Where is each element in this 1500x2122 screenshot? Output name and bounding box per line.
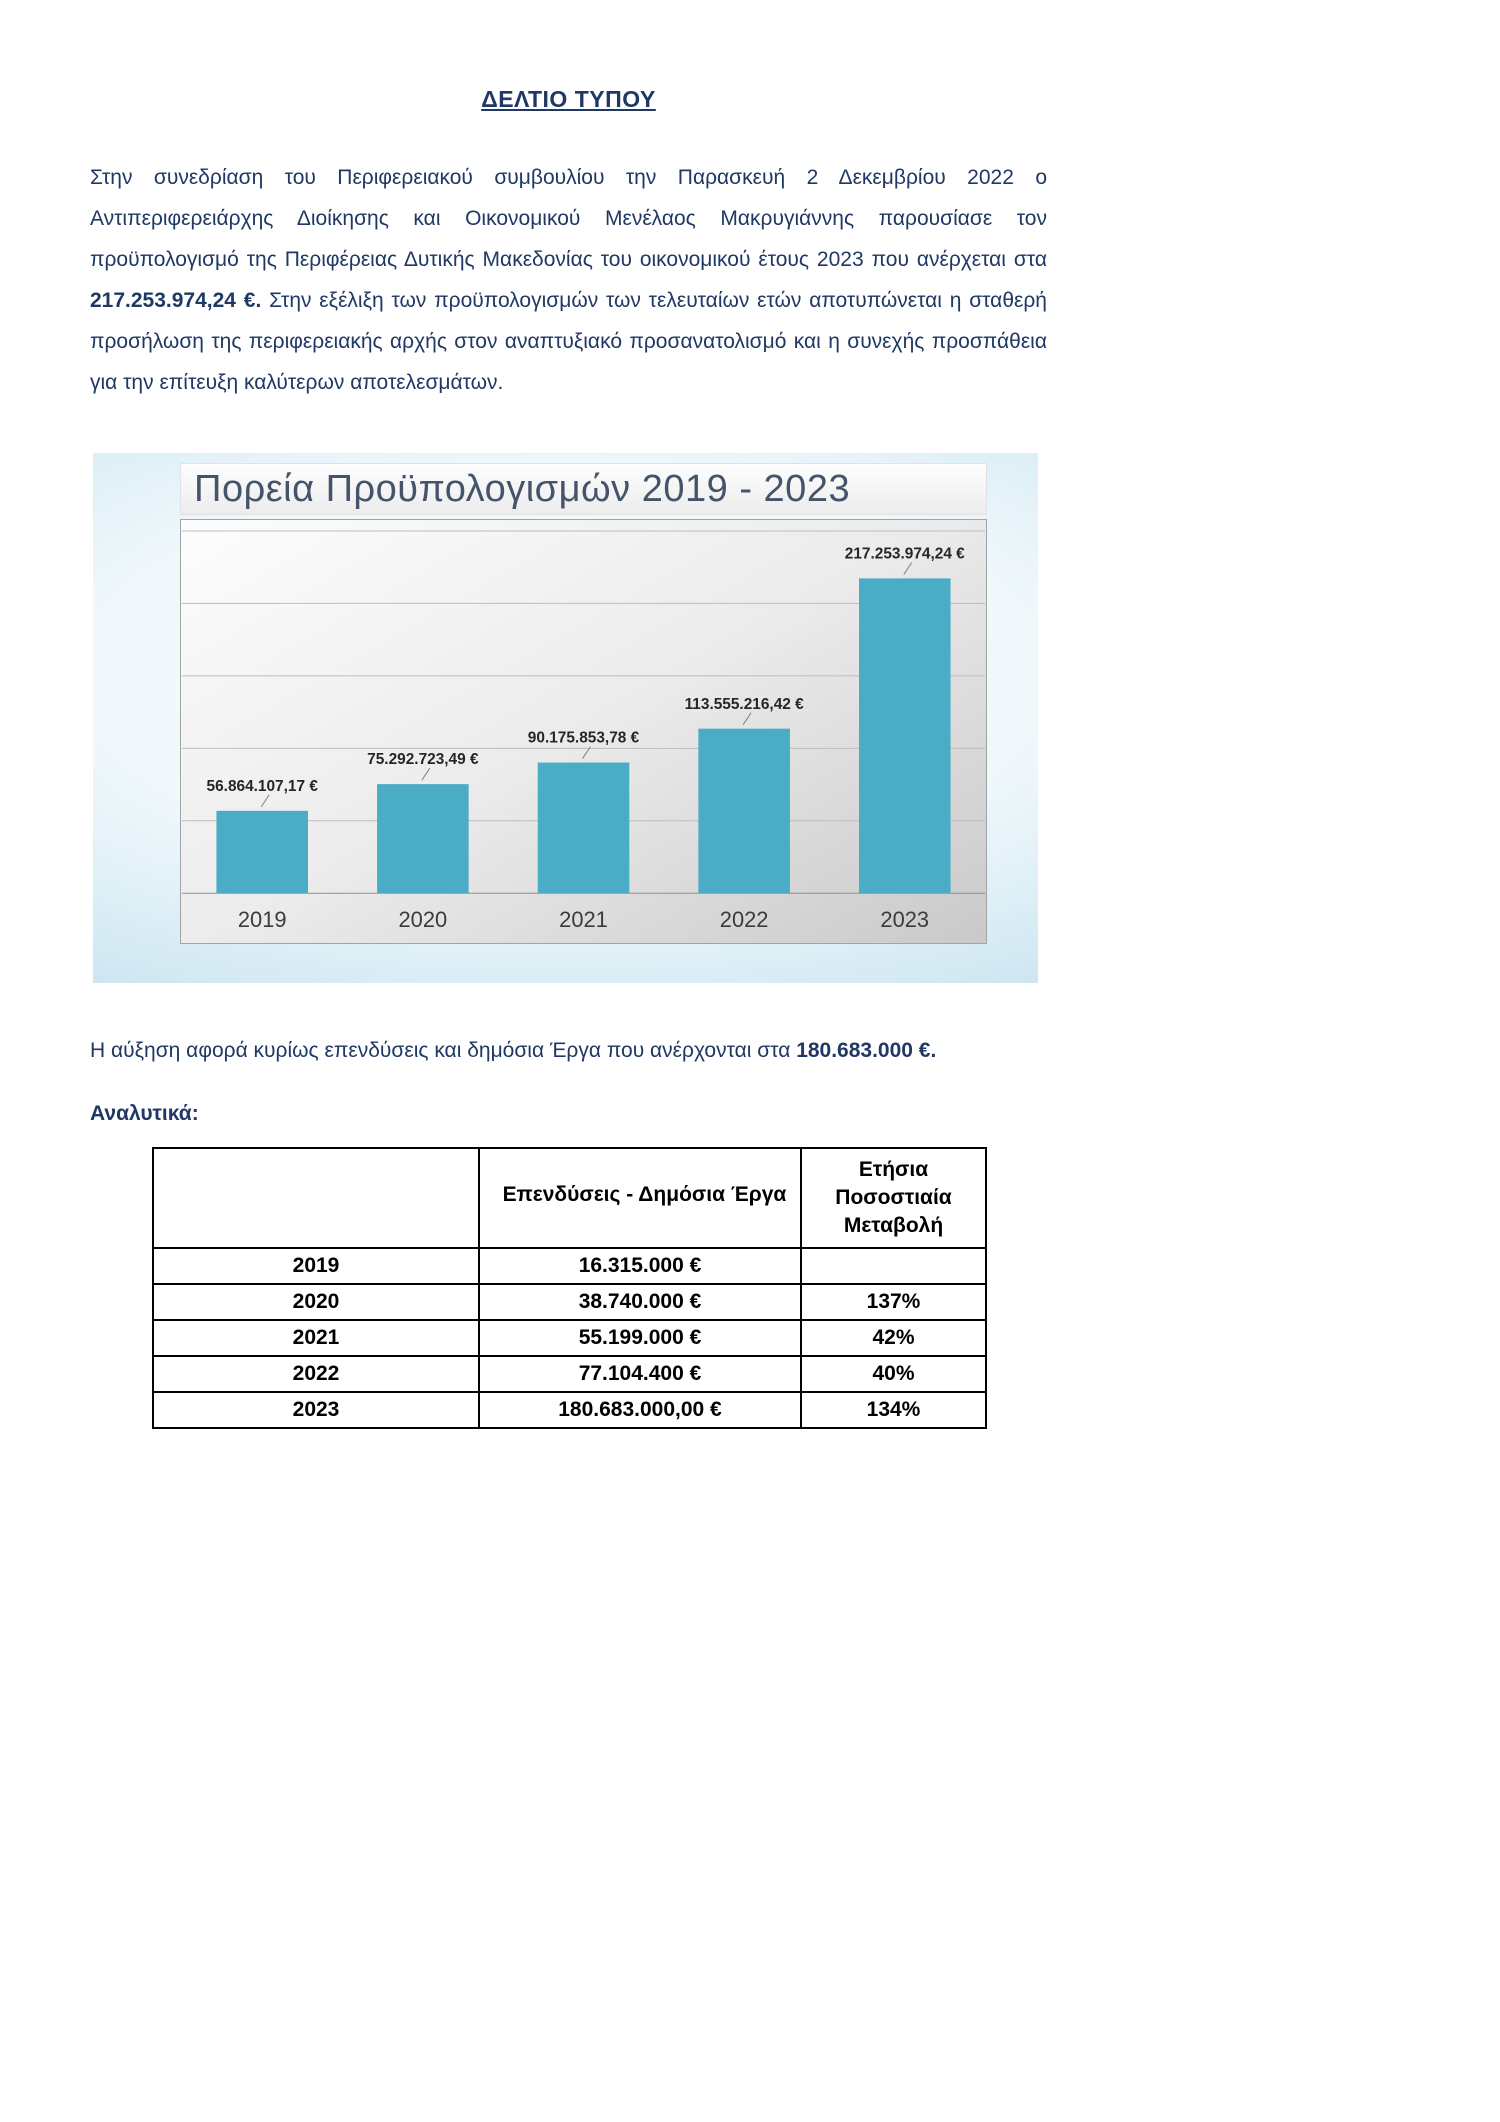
- bar-value-label: 90.175.853,78 €: [527, 729, 640, 747]
- details-table: [152, 1147, 987, 1429]
- intro-paragraph: [90, 157, 1047, 403]
- cell-investments: 180.683.000,00 €: [479, 1392, 801, 1428]
- bar-2021: [538, 763, 630, 894]
- label-leader-line: [422, 768, 430, 780]
- bar-2020: [377, 784, 469, 893]
- cell-year: 2023: [153, 1392, 479, 1428]
- bar-value-label: 217.253.974,24 €: [844, 545, 965, 563]
- bar-value-label: 113.555.216,42 €: [684, 695, 804, 713]
- cell-percent: 42%: [801, 1320, 986, 1356]
- table-header-row: [153, 1148, 986, 1248]
- cell-investments: 16.315.000 €: [479, 1248, 801, 1284]
- cell-investments: 55.199.000 €: [479, 1320, 801, 1356]
- x-axis-category-label: 2020: [398, 907, 448, 933]
- bar-2023: [859, 578, 951, 893]
- intro-text-1: Στην συνεδρίαση του Περιφερειακού συμβουλίου την Παρασκευή 2 Δεκεμβρίου 2022 ο Αντιπεριφερειάρχης Διοίκησης και Οικονομικού Μενέλαος Μακρυγιάννης παρουσίασε τον προϋπολογισμό της Περιφέρειας Δυτικής Μακεδονίας του οικονομικού έτους 2023 που ανέρχεται στα: [90, 166, 1047, 271]
- header-percent-change: Ετήσια Ποσοστιαία Μεταβολή: [801, 1148, 986, 1248]
- increase-text: Η αύξηση αφορά κυρίως επενδύσεις και δημόσια Έργα που ανέρχονται στα: [90, 1039, 797, 1062]
- cell-percent: 137%: [801, 1284, 986, 1320]
- increase-amount: 180.683.000 €.: [796, 1039, 937, 1062]
- chart-plot: [180, 519, 987, 944]
- intro-budget-amount: 217.253.974,24 €.: [90, 289, 262, 312]
- cell-percent: [801, 1248, 986, 1284]
- table-row: [153, 1356, 986, 1392]
- cell-percent: 40%: [801, 1356, 986, 1392]
- intro-text-2: Στην εξέλιξη των προϋπολογισμών των τελευταίων ετών αποτυπώνεται η σταθερή προσήλωση της περιφερειακής αρχής στον αναπτυξιακό προσανατολισμό και η συνεχής προσπάθεια για την επίτευξη καλύτερων αποτελεσμάτων.: [90, 289, 1047, 394]
- document-title: ΔΕΛΤΙΟ ΤΥΠΟΥ: [481, 86, 656, 112]
- table-row: [153, 1392, 986, 1428]
- cell-year: 2022: [153, 1356, 479, 1392]
- x-axis-category-label: 2021: [559, 907, 608, 933]
- cell-year: 2019: [153, 1248, 479, 1284]
- cell-year: 2021: [153, 1320, 479, 1356]
- cell-investments: 77.104.400 €: [479, 1356, 801, 1392]
- table-row: [153, 1248, 986, 1284]
- increase-paragraph: [90, 1039, 1047, 1063]
- table-row: [153, 1320, 986, 1356]
- x-axis-category-label: 2023: [880, 907, 930, 933]
- chart-title: Πορεία Προϋπολογισμών 2019 - 2023: [180, 463, 987, 515]
- bar-value-label: 75.292.723,49 €: [367, 751, 479, 769]
- label-leader-line: [261, 795, 269, 807]
- header-empty-cell: [153, 1148, 479, 1248]
- cell-investments: 38.740.000 €: [479, 1284, 801, 1320]
- bar-2022: [698, 729, 790, 894]
- budget-chart-figure: [93, 453, 1038, 983]
- x-axis-category-label: 2019: [237, 907, 287, 933]
- label-leader-line: [904, 562, 912, 574]
- document-page: [90, 0, 1047, 1429]
- cell-percent: 134%: [801, 1392, 986, 1428]
- x-axis-category-label: 2022: [719, 907, 769, 933]
- table-row: [153, 1284, 986, 1320]
- bar-2019: [216, 811, 308, 893]
- bar-value-label: 56.864.107,17 €: [206, 777, 318, 795]
- details-label: Αναλυτικά:: [90, 1102, 199, 1125]
- cell-year: 2020: [153, 1284, 479, 1320]
- label-leader-line: [743, 713, 751, 725]
- header-investments: Επενδύσεις - Δημόσια Έργα: [479, 1148, 801, 1248]
